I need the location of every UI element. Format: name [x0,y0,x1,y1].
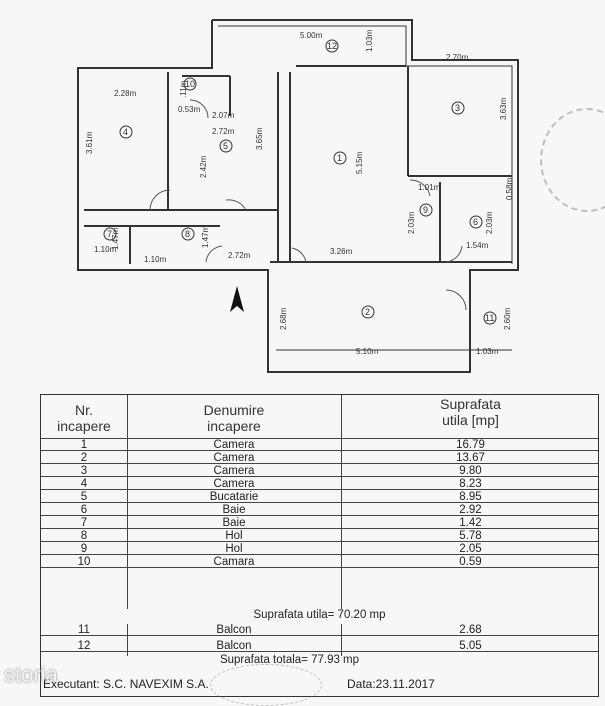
cell-nr: 3 [80,465,88,477]
svg-text:2.07m: 2.07m [212,111,235,120]
svg-text:2.03m: 2.03m [485,211,494,234]
header-sup-line2: utila [mp] [442,412,499,428]
svg-text:0.58m: 0.58m [505,177,514,200]
svg-text:6: 6 [473,217,479,227]
header-nr-line2: incapere [57,418,111,434]
cell-nr: 8 [80,530,88,542]
cell-nr: 4 [80,478,88,490]
table-row [41,624,598,636]
date-label: Data:23.11.2017 [347,677,435,691]
svg-text:1.03m: 1.03m [476,347,499,356]
svg-text:2: 2 [365,307,371,317]
table-row [41,452,598,464]
cell-area: 1.42 [459,517,482,529]
useful-area-total: Suprafata utila= 70.20 mp [253,609,386,621]
table-row [41,640,598,652]
cell-nr: 10 [77,556,91,568]
svg-text:3.61m: 3.61m [85,131,94,154]
svg-text:2.28m: 2.28m [114,89,137,98]
cell-name: Hol [225,543,243,555]
svg-text:2.70m: 2.70m [446,53,469,62]
north-arrow-icon [230,286,244,312]
svg-text:1.03m: 1.03m [365,29,374,52]
grand-total: Suprafata totala= 77.93 mp [219,654,360,666]
cell-area: 2.92 [459,504,482,516]
cell-name: Balcon [216,640,252,652]
header-sup-line1: Suprafata [440,396,501,412]
cell-name: Baie [222,517,246,529]
svg-text:5: 5 [223,141,229,151]
header-nr-line1: Nr. [75,402,93,418]
svg-text:2.72m: 2.72m [228,251,251,260]
cell-name: Camara [213,556,255,568]
svg-text:1.47m: 1.47m [201,225,210,248]
svg-text:2.03m: 2.03m [407,211,416,234]
table-row [41,465,598,477]
storia-watermark: storia [4,662,58,687]
svg-text:2.72m: 2.72m [212,127,235,136]
svg-text:5.10m: 5.10m [356,347,379,356]
cell-name: Balcon [216,624,252,636]
cell-area: 5.05 [459,640,482,652]
table-row [41,491,598,503]
svg-text:9: 9 [423,205,429,215]
cell-nr: 2 [80,452,88,464]
svg-text:4: 4 [123,127,129,137]
svg-text:3: 3 [455,103,461,113]
svg-text:2.60m: 2.60m [503,307,512,330]
cell-name: Camera [213,478,255,490]
cell-name: Camera [213,452,255,464]
company-stamp [210,664,322,706]
svg-text:3.26m: 3.26m [330,247,353,256]
cell-area: 5.78 [459,530,482,542]
cell-name: Camera [213,465,255,477]
cell-nr: 7 [80,517,88,529]
svg-text:1.01m: 1.01m [418,183,441,192]
cell-name: Baie [222,504,246,516]
cell-name: Camera [213,439,255,451]
executant-label: Executant: S.C. NAVEXIM S.A. [43,677,209,691]
table-row [41,504,598,516]
table-row [41,543,598,555]
svg-text:2.68m: 2.68m [279,307,288,330]
svg-text:1.47m: 1.47m [111,227,120,250]
header-den-line2: incapere [207,418,261,434]
cell-area: 13.67 [456,452,485,464]
cell-name: Bucatarie [209,491,259,503]
cell-area: 2.05 [459,543,482,555]
cell-area: 2.68 [459,624,482,636]
svg-text:1: 1 [337,153,343,163]
header-den-line1: Denumire [203,402,265,418]
table-header [41,395,598,439]
svg-text:0.53m: 0.53m [178,105,201,114]
cell-area: 0.59 [459,556,482,568]
table-row [41,439,598,451]
table-row [41,478,598,490]
svg-text:1.54m: 1.54m [466,241,489,250]
cell-area: 16.79 [456,439,485,451]
cell-area: 9.80 [459,465,482,477]
svg-text:3.63m: 3.63m [499,97,508,120]
cell-area: 8.95 [459,491,482,503]
table-row [41,556,598,568]
svg-text:1.10m: 1.10m [94,245,117,254]
cell-nr: 11 [78,624,90,636]
svg-text:5.00m: 5.00m [300,31,323,40]
svg-text:7: 7 [107,229,113,239]
svg-text:3.65m: 3.65m [255,127,264,150]
cell-nr: 12 [77,640,91,652]
svg-text:8: 8 [185,229,191,239]
cell-name: Hol [225,530,243,542]
table-row [41,517,598,529]
svg-text:.11m: .11m [179,80,188,98]
cell-nr: 5 [80,491,88,503]
svg-text:11: 11 [485,313,495,323]
cell-nr: 9 [80,543,88,555]
svg-text:10: 10 [185,79,196,89]
cell-nr: 1 [80,439,88,451]
svg-text:2.42m: 2.42m [199,155,208,178]
cell-nr: 6 [80,504,88,516]
svg-text:1.10m: 1.10m [144,255,167,264]
svg-text:5.15m: 5.15m [355,151,364,174]
table-row [41,530,598,542]
cell-area: 8.23 [459,478,482,490]
svg-text:12: 12 [327,41,338,51]
area-table [40,394,599,697]
